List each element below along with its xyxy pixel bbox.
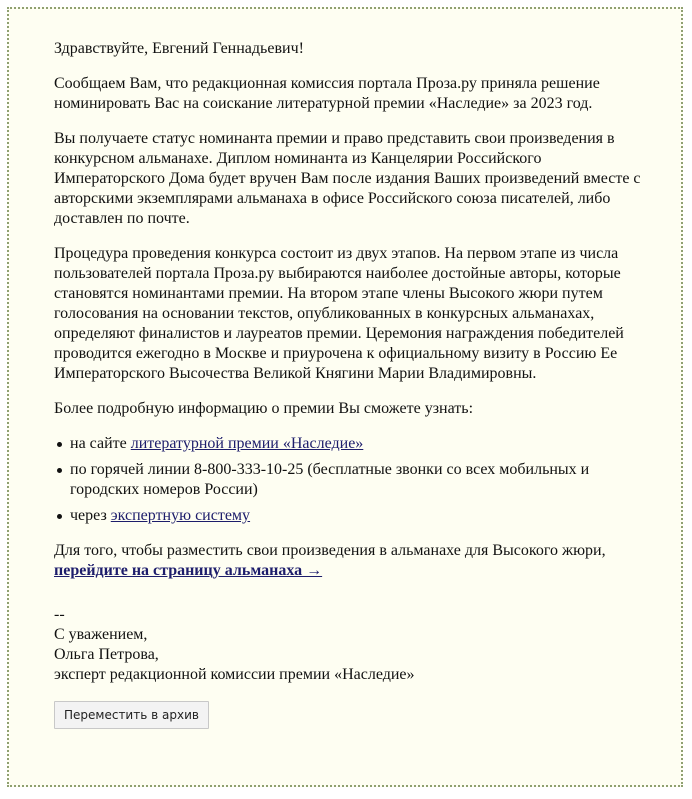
signature-title: эксперт редакционной комиссии премии «Наследие» [54, 666, 415, 683]
archive-button[interactable]: Переместить в архив [54, 701, 209, 729]
signature [54, 605, 644, 685]
greeting: Здравствуйте, Евгений Геннадьевич! [54, 40, 304, 57]
list-item: на сайте литературной премии «Наследие» [70, 434, 644, 454]
list-item: через экспертную систему [70, 506, 644, 526]
paragraph-almanac: Для того, чтобы разместить свои произведения в альманахе для Высокого жюри, перейдите на страницу альманаха → [54, 542, 606, 579]
signature-name: Ольга Петрова, [54, 646, 159, 663]
paragraph-more-info: Более подробную информацию о премии Вы сможете узнать: [54, 400, 474, 417]
paragraph-status: Вы получаете статус номинанта премии и право представить свои произведения в конкурсном альманахе. Диплом номинанта из Канцелярии Российского Императорского Дома будет вручен Вам после издания Ваших произведений вместе с авторскими экземплярами альманаха в офисе Российского союза писателей, либо доставлен по почте. [54, 130, 641, 227]
expert-system-link[interactable]: экспертную систему [110, 507, 251, 524]
info-list [54, 434, 644, 526]
signature-regards: С уважением, [54, 626, 148, 643]
list-item: по горячей линии 8-800-333-10-25 (бесплатные звонки со всех мобильных и городских номеров России) [70, 460, 644, 500]
almanac-page-link[interactable]: перейдите на страницу альманаха → [54, 562, 323, 579]
paragraph-procedure: Процедура проведения конкурса состоит из двух этапов. На первом этапе из числа пользователей портала Проза.ру выбираются наиболее достойные авторы, которые становятся номинантами премии. На втором этапе члены Высокого жюри путем голосования на основании текстов, опубликованных в конкурсных альманахах, определяют финалистов и лауреатов премии. Церемония награждения победителей проводится ежегодно в Москве и приурочена к официальному визиту в Россию Ее Императорского Высочества Великой Княгини Марии Владимировны. [54, 245, 624, 382]
message-box [7, 7, 683, 787]
paragraph-nomination: Сообщаем Вам, что редакционная комиссия портала Проза.ру приняла решение номинировать Вас на соискание литературной премии «Наследие» за 2023 год. [54, 75, 600, 112]
letter-body [54, 39, 644, 729]
signature-separator: -- [54, 606, 65, 623]
prize-site-link[interactable]: литературной премии «Наследие» [130, 435, 364, 452]
